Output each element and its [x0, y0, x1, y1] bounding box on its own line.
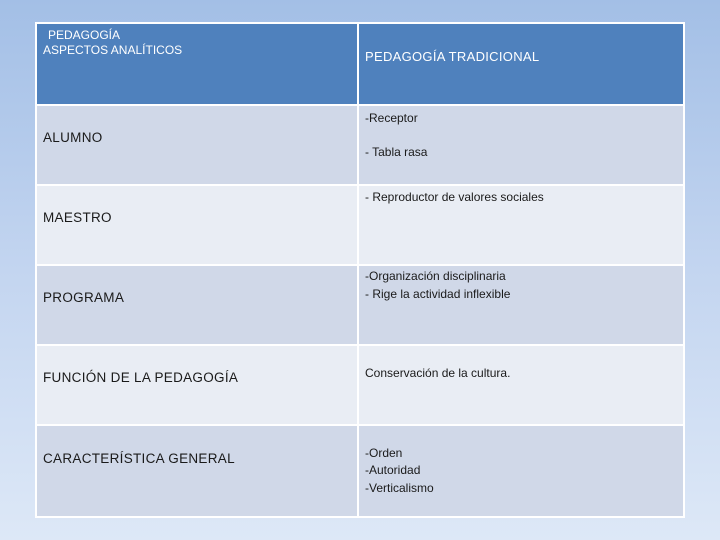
pedagogy-table — [35, 22, 685, 518]
row-value-line: - Reproductor de valores sociales — [365, 190, 544, 204]
row-value-line: - Rige la actividad inflexible — [365, 287, 511, 301]
table-row-programa — [36, 265, 684, 345]
row-value-line: -Organización disciplinaria — [365, 269, 506, 283]
row-value-cell — [358, 265, 684, 345]
row-value-line: -Orden — [365, 446, 403, 460]
row-label-cell — [36, 265, 358, 345]
table-row-funcion — [36, 345, 684, 425]
row-value-line: -Verticalismo — [365, 481, 434, 495]
row-value-cell — [358, 425, 684, 517]
table-header-row — [36, 23, 684, 105]
row-label-cell — [36, 185, 358, 265]
row-label: PROGRAMA — [43, 290, 125, 305]
table-row-alumno — [36, 105, 684, 185]
row-label: MAESTRO — [43, 210, 112, 225]
row-label: CARACTERÍSTICA GENERAL — [43, 451, 235, 466]
table-row-maestro — [36, 185, 684, 265]
row-label-cell — [36, 345, 358, 425]
row-value-cell — [358, 345, 684, 425]
header-traditional-label: PEDAGOGÍA TRADICIONAL — [365, 49, 540, 64]
row-value-line: - Tabla rasa — [365, 145, 428, 159]
header-aspects-line2: ASPECTOS ANALÍTICOS — [43, 43, 183, 57]
row-label-cell — [36, 105, 358, 185]
header-cell-traditional — [358, 23, 684, 105]
header-aspects-label — [43, 28, 182, 58]
header-cell-aspects — [36, 23, 358, 105]
row-label-cell — [36, 425, 358, 517]
row-value-line: -Receptor — [365, 111, 418, 125]
row-label: FUNCIÓN DE LA PEDAGOGÍA — [43, 370, 239, 385]
row-value-line: Conservación de la cultura. — [365, 366, 511, 380]
row-value-line: -Autoridad — [365, 463, 421, 477]
table-row-caracteristica — [36, 425, 684, 517]
header-aspects-line1: PEDAGOGÍA — [48, 28, 121, 42]
row-label: ALUMNO — [43, 130, 103, 145]
row-value-cell — [358, 105, 684, 185]
row-value-cell — [358, 185, 684, 265]
